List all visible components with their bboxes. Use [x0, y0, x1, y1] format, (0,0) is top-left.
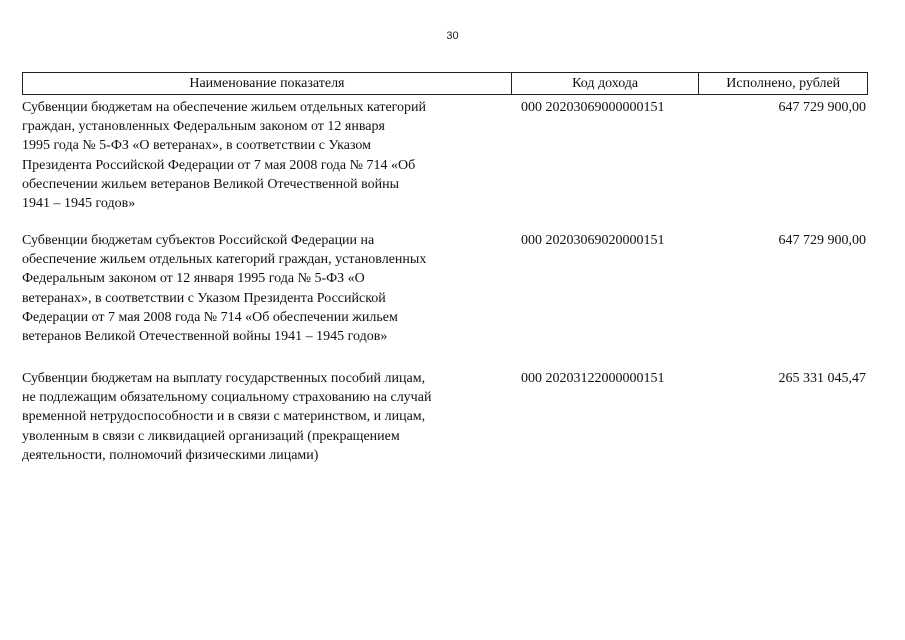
- indicator-name-line: Президента Российской Федерации от 7 мая 2008 года № 714 «Об: [22, 157, 416, 173]
- revenue-code-cell: 000 20203069000000151: [521, 100, 665, 115]
- indicator-name-line: Федерации от 7 мая 2008 года № 714 «Об обеспечении жильем: [22, 309, 398, 325]
- indicator-name-cell: [22, 231, 512, 369]
- indicator-name-line: обеспечение жильем отдельных категорий граждан, установленных: [22, 252, 427, 268]
- indicator-name-line: 1941 – 1945 годов»: [22, 196, 136, 212]
- indicator-name-line: граждан, установленных Федеральным законом от 12 января: [22, 119, 385, 135]
- executed-amount-cell: 647 729 900,00: [778, 233, 866, 248]
- table-row: [22, 98, 868, 231]
- indicator-name-line: деятельности, полномочий физическими лицами): [22, 447, 319, 463]
- table-row: [22, 231, 868, 369]
- header-executed-amount: Исполнено, рублей: [726, 75, 841, 91]
- revenue-table: [22, 72, 868, 465]
- page-number: 30: [446, 30, 459, 42]
- table-header: [22, 72, 868, 95]
- indicator-name-line: Субвенции бюджетам на обеспечение жильем отдельных категорий: [22, 100, 427, 115]
- indicator-name-line: ветеранов Великой Отечественной войны 1941 – 1945 годов»: [22, 329, 388, 345]
- indicator-name-line: обеспечении жильем ветеранов Великой Отечественной войны: [22, 176, 400, 192]
- indicator-name-line: временной нетрудоспособности и в связи с материнством, и лицам,: [22, 409, 426, 425]
- indicator-name-line: уволенным в связи с ликвидацией организаций (прекращением: [22, 428, 400, 444]
- header-indicator-name: Наименование показателя: [23, 73, 512, 94]
- table-row: [22, 369, 868, 465]
- indicator-name-line: Субвенции бюджетам на выплату государственных пособий лицам,: [22, 371, 426, 386]
- indicator-name-line: 1995 года № 5-ФЗ «О ветеранах», в соответствии с Указом: [22, 138, 371, 154]
- indicator-name-line: Федеральным законом от 12 января 1995 года № 5-ФЗ «О: [22, 271, 365, 287]
- indicator-name-line: не подлежащим обязательному социальному страхованию на случай: [22, 390, 432, 406]
- executed-amount-cell: 265 331 045,47: [778, 371, 866, 386]
- header-revenue-code: Код дохода: [512, 73, 700, 94]
- revenue-code-cell: 000 20203122000000151: [521, 371, 665, 386]
- indicator-name-cell: [22, 98, 512, 231]
- indicator-name-cell: [22, 369, 512, 465]
- indicator-name-line: ветеранах», в соответствии с Указом Президента Российской: [22, 290, 386, 306]
- revenue-code-cell: 000 20203069020000151: [521, 233, 665, 248]
- executed-amount-cell: 647 729 900,00: [778, 100, 866, 115]
- indicator-name-line: Субвенции бюджетам субъектов Российской Федерации на: [22, 233, 375, 248]
